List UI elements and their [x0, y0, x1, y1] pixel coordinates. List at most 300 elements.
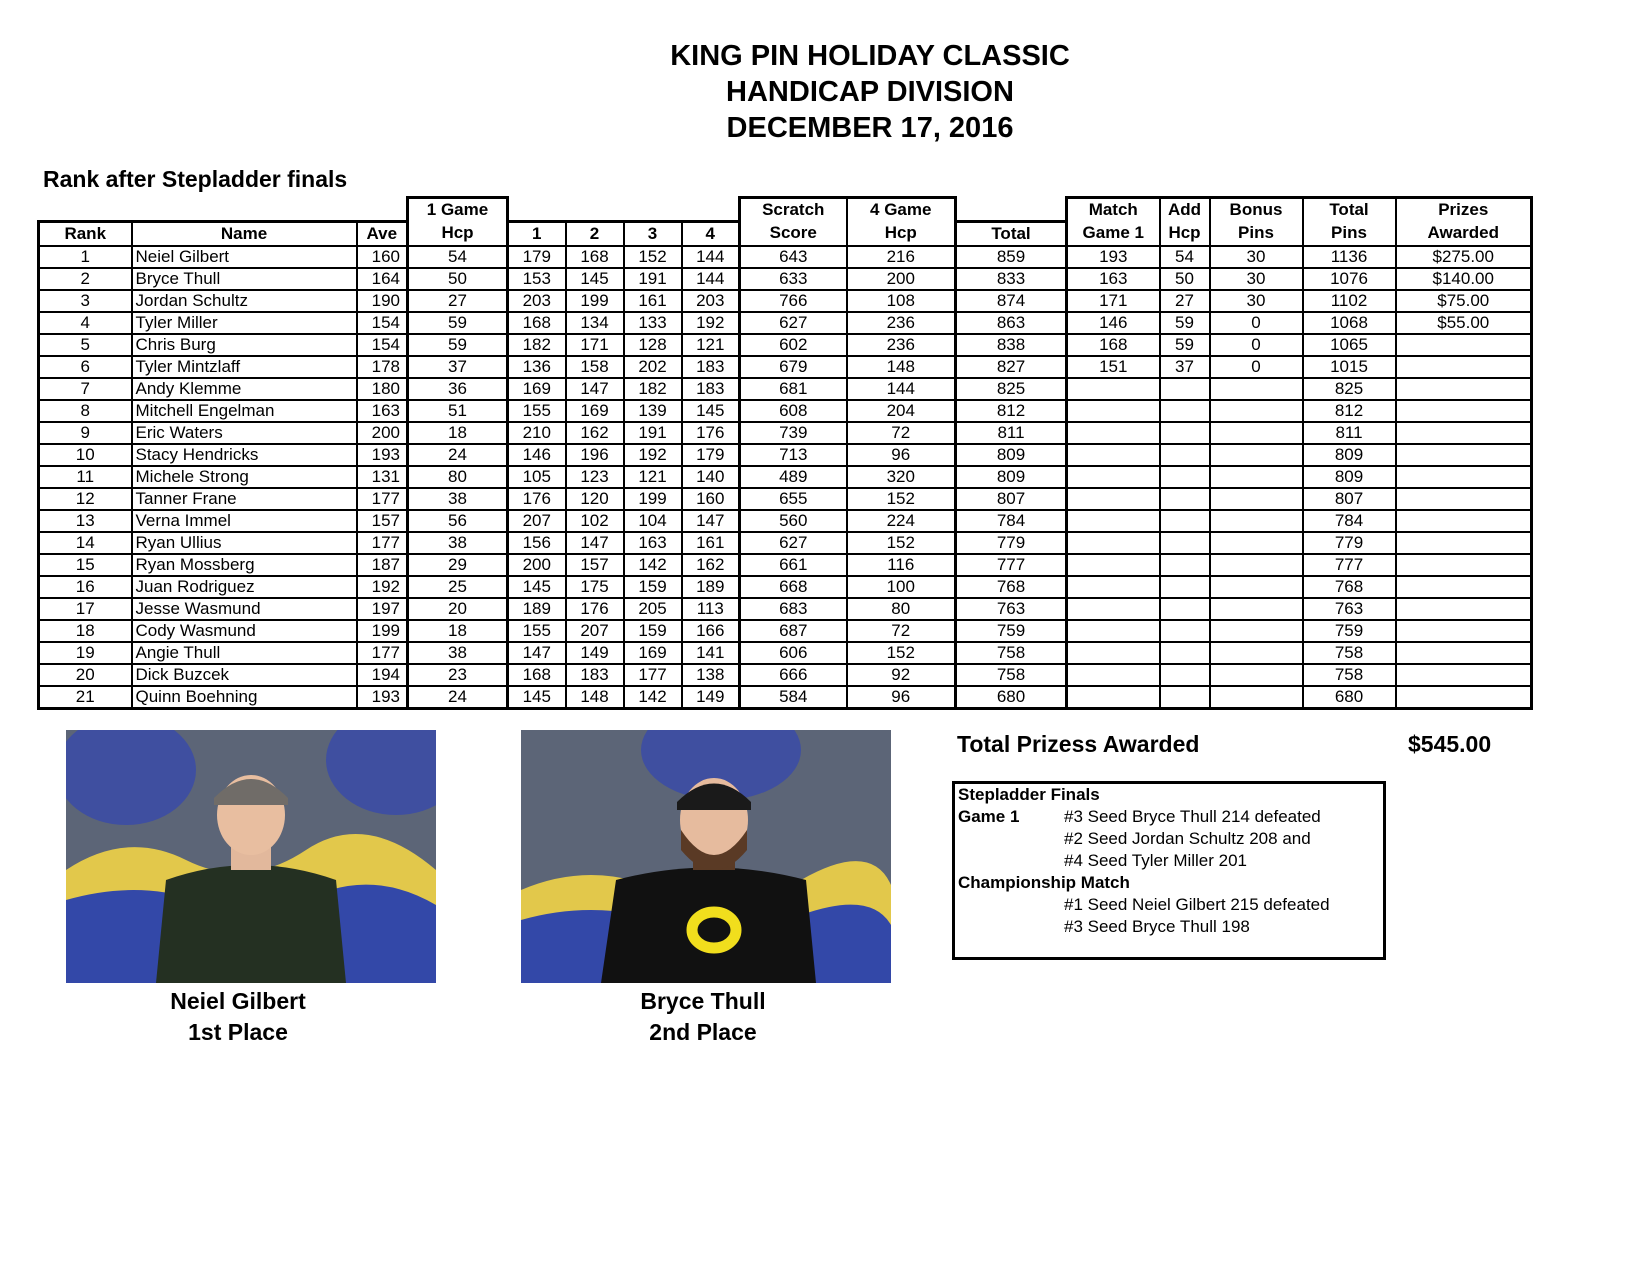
header-awarded: Awarded — [1396, 221, 1532, 246]
cell-bonus-pins — [1210, 378, 1303, 400]
cell-game-2: 102 — [566, 510, 624, 532]
cell-match-game-1 — [1067, 400, 1160, 422]
header-match: Match — [1067, 198, 1160, 222]
game1-line: #2 Seed Jordan Schultz 208 and — [1064, 829, 1311, 848]
cell-total: 680 — [956, 686, 1067, 709]
cell-hcp: 38 — [408, 642, 508, 664]
table-row — [39, 356, 1532, 378]
cell-scratch-score: 489 — [740, 466, 847, 488]
cell-match-game-1 — [1067, 378, 1160, 400]
cell-game-1: 207 — [508, 510, 566, 532]
cell-bonus-pins — [1210, 488, 1303, 510]
cell-bonus-pins — [1210, 686, 1303, 709]
cell-four-game-hcp: 216 — [847, 246, 956, 268]
cell-prize-awarded — [1396, 444, 1532, 466]
cell-total: 863 — [956, 312, 1067, 334]
cell-name: Angie Thull — [132, 642, 357, 664]
cell-ave: 164 — [357, 268, 408, 290]
cell-match-game-1 — [1067, 554, 1160, 576]
cell-total-pins: 779 — [1303, 532, 1396, 554]
cell-game-4: 121 — [682, 334, 740, 356]
cell-scratch-score: 608 — [740, 400, 847, 422]
cell-total: 768 — [956, 576, 1067, 598]
header-hcp: Hcp — [408, 221, 508, 246]
table-row — [39, 598, 1532, 620]
cell-ave: 193 — [357, 444, 408, 466]
cell-game-3: 192 — [624, 444, 682, 466]
stepladder-heading: Stepladder Finals — [958, 785, 1100, 804]
table-row — [39, 422, 1532, 444]
cell-hcp: 36 — [408, 378, 508, 400]
cell-game-3: 104 — [624, 510, 682, 532]
cell-total: 809 — [956, 444, 1067, 466]
cell-name: Tyler Mintzlaff — [132, 356, 357, 378]
winner-photo-1 — [66, 730, 436, 983]
cell-game-2: 145 — [566, 268, 624, 290]
cell-total: 758 — [956, 664, 1067, 686]
cell-total-pins: 1076 — [1303, 268, 1396, 290]
table-row — [39, 510, 1532, 532]
table-row — [39, 686, 1532, 709]
game1-line: #3 Seed Bryce Thull 214 defeated — [1064, 807, 1321, 826]
cell-game-4: 140 — [682, 466, 740, 488]
cell-add-hcp — [1160, 444, 1210, 466]
cell-total: 809 — [956, 466, 1067, 488]
cell-game-2: 176 — [566, 598, 624, 620]
header-row-bottom — [39, 221, 1532, 246]
cell-rank: 2 — [39, 268, 132, 290]
cell-name: Ryan Mossberg — [132, 554, 357, 576]
cell-match-game-1: 146 — [1067, 312, 1160, 334]
cell-add-hcp — [1160, 576, 1210, 598]
header-row-top — [39, 198, 1532, 222]
cell-add-hcp — [1160, 532, 1210, 554]
header-total-pins: Total — [1303, 198, 1396, 222]
cell-name: Jordan Schultz — [132, 290, 357, 312]
cell-total-pins: 811 — [1303, 422, 1396, 444]
cell-rank: 3 — [39, 290, 132, 312]
cell-game-2: 162 — [566, 422, 624, 444]
cell-game-4: 192 — [682, 312, 740, 334]
cell-total: 784 — [956, 510, 1067, 532]
cell-prize-awarded — [1396, 664, 1532, 686]
cell-total: 807 — [956, 488, 1067, 510]
cell-bonus-pins — [1210, 620, 1303, 642]
cell-total: 759 — [956, 620, 1067, 642]
cell-name: Eric Waters — [132, 422, 357, 444]
cell-total-pins: 825 — [1303, 378, 1396, 400]
cell-game-3: 142 — [624, 686, 682, 709]
total-prizes-label: Total Prizess Awarded — [957, 731, 1200, 757]
cell-ave: 163 — [357, 400, 408, 422]
header-rank: Rank — [39, 221, 132, 246]
cell-ave: 157 — [357, 510, 408, 532]
cell-match-game-1 — [1067, 488, 1160, 510]
cell-game-2: 175 — [566, 576, 624, 598]
cell-rank: 18 — [39, 620, 132, 642]
cell-game-4: 203 — [682, 290, 740, 312]
cell-ave: 131 — [357, 466, 408, 488]
cell-bonus-pins — [1210, 466, 1303, 488]
cell-match-game-1: 151 — [1067, 356, 1160, 378]
cell-name: Mitchell Engelman — [132, 400, 357, 422]
cell-scratch-score: 687 — [740, 620, 847, 642]
cell-add-hcp — [1160, 378, 1210, 400]
cell-prize-awarded: $55.00 — [1396, 312, 1532, 334]
cell-four-game-hcp: 320 — [847, 466, 956, 488]
championship-label: Championship Match — [958, 873, 1130, 892]
cell-total: 763 — [956, 598, 1067, 620]
cell-four-game-hcp: 80 — [847, 598, 956, 620]
table-row — [39, 620, 1532, 642]
cell-four-game-hcp: 100 — [847, 576, 956, 598]
cell-ave: 194 — [357, 664, 408, 686]
cell-ave: 192 — [357, 576, 408, 598]
cell-prize-awarded — [1396, 510, 1532, 532]
cell-game-4: 144 — [682, 246, 740, 268]
cell-game-1: 153 — [508, 268, 566, 290]
cell-game-2: 134 — [566, 312, 624, 334]
cell-bonus-pins — [1210, 400, 1303, 422]
cell-game-4: 141 — [682, 642, 740, 664]
cell-name: Tyler Miller — [132, 312, 357, 334]
cell-four-game-hcp: 200 — [847, 268, 956, 290]
cell-prize-awarded — [1396, 400, 1532, 422]
cell-game-4: 166 — [682, 620, 740, 642]
cell-total-pins: 807 — [1303, 488, 1396, 510]
cell-match-game-1: 171 — [1067, 290, 1160, 312]
cell-scratch-score: 627 — [740, 532, 847, 554]
game1-line: #4 Seed Tyler Miller 201 — [1064, 851, 1248, 870]
cell-rank: 11 — [39, 466, 132, 488]
cell-rank: 4 — [39, 312, 132, 334]
cell-game-2: 123 — [566, 466, 624, 488]
cell-game-2: 168 — [566, 246, 624, 268]
header-prizes: Prizes — [1396, 198, 1532, 222]
cell-game-4: 183 — [682, 378, 740, 400]
cell-ave: 160 — [357, 246, 408, 268]
cell-bonus-pins: 0 — [1210, 334, 1303, 356]
cell-prize-awarded — [1396, 598, 1532, 620]
cell-ave: 180 — [357, 378, 408, 400]
cell-bonus-pins — [1210, 422, 1303, 444]
cell-bonus-pins — [1210, 532, 1303, 554]
cell-bonus-pins — [1210, 598, 1303, 620]
cell-hcp: 29 — [408, 554, 508, 576]
cell-game-4: 138 — [682, 664, 740, 686]
header-ave: Ave — [357, 221, 408, 246]
cell-game-1: 145 — [508, 686, 566, 709]
cell-bonus-pins: 0 — [1210, 356, 1303, 378]
cell-add-hcp — [1160, 642, 1210, 664]
cell-prize-awarded — [1396, 532, 1532, 554]
cell-ave: 193 — [357, 686, 408, 709]
cell-hcp: 18 — [408, 620, 508, 642]
cell-ave: 199 — [357, 620, 408, 642]
header-game-4: 4 — [682, 221, 740, 246]
cell-game-2: 169 — [566, 400, 624, 422]
cell-game-1: 147 — [508, 642, 566, 664]
cell-total-pins: 758 — [1303, 664, 1396, 686]
cell-name: Cody Wasmund — [132, 620, 357, 642]
cell-game-1: 145 — [508, 576, 566, 598]
cell-ave: 190 — [357, 290, 408, 312]
cell-add-hcp — [1160, 488, 1210, 510]
cell-scratch-score: 668 — [740, 576, 847, 598]
cell-ave: 187 — [357, 554, 408, 576]
table-row — [39, 400, 1532, 422]
cell-game-3: 161 — [624, 290, 682, 312]
cell-total-pins: 758 — [1303, 642, 1396, 664]
cell-bonus-pins — [1210, 444, 1303, 466]
cell-add-hcp — [1160, 620, 1210, 642]
cell-bonus-pins — [1210, 510, 1303, 532]
cell-bonus-pins — [1210, 664, 1303, 686]
cell-match-game-1 — [1067, 422, 1160, 444]
cell-match-game-1 — [1067, 620, 1160, 642]
cell-total: 811 — [956, 422, 1067, 444]
cell-scratch-score: 606 — [740, 642, 847, 664]
cell-match-game-1 — [1067, 642, 1160, 664]
header-bonus-pins: Pins — [1210, 221, 1303, 246]
table-row — [39, 334, 1532, 356]
table-row — [39, 642, 1532, 664]
cell-name: Neiel Gilbert — [132, 246, 357, 268]
cell-add-hcp — [1160, 400, 1210, 422]
cell-name: Chris Burg — [132, 334, 357, 356]
cell-match-game-1 — [1067, 686, 1160, 709]
table-row — [39, 290, 1532, 312]
cell-total-pins: 809 — [1303, 466, 1396, 488]
cell-scratch-score: 602 — [740, 334, 847, 356]
header-game-1: 1 — [508, 221, 566, 246]
cell-hcp: 38 — [408, 532, 508, 554]
cell-prize-awarded — [1396, 334, 1532, 356]
cell-game-3: 177 — [624, 664, 682, 686]
cell-game-2: 199 — [566, 290, 624, 312]
cell-game-3: 152 — [624, 246, 682, 268]
cell-add-hcp — [1160, 466, 1210, 488]
cell-add-hcp: 27 — [1160, 290, 1210, 312]
cell-game-4: 149 — [682, 686, 740, 709]
header-total-pins-2: Pins — [1303, 221, 1396, 246]
cell-rank: 10 — [39, 444, 132, 466]
cell-ave: 197 — [357, 598, 408, 620]
cell-hcp: 18 — [408, 422, 508, 444]
cell-game-3: 133 — [624, 312, 682, 334]
cell-game-1: 155 — [508, 400, 566, 422]
cell-add-hcp — [1160, 686, 1210, 709]
cell-add-hcp: 54 — [1160, 246, 1210, 268]
header-4game-hcp: Hcp — [847, 221, 956, 246]
cell-add-hcp: 50 — [1160, 268, 1210, 290]
cell-name: Verna Immel — [132, 510, 357, 532]
cell-four-game-hcp: 108 — [847, 290, 956, 312]
cell-total-pins: 777 — [1303, 554, 1396, 576]
cell-game-1: 189 — [508, 598, 566, 620]
title-line-1: KING PIN HOLIDAY CLASSIC — [670, 40, 1070, 72]
cell-total-pins: 1065 — [1303, 334, 1396, 356]
cell-match-game-1 — [1067, 664, 1160, 686]
cell-hcp: 54 — [408, 246, 508, 268]
winner-name-1: Neiel Gilbert — [170, 988, 306, 1014]
cell-rank: 17 — [39, 598, 132, 620]
header-total: Total — [956, 221, 1067, 246]
cell-add-hcp: 37 — [1160, 356, 1210, 378]
cell-name: Michele Strong — [132, 466, 357, 488]
cell-game-1: 168 — [508, 664, 566, 686]
cell-game-4: 160 — [682, 488, 740, 510]
cell-scratch-score: 560 — [740, 510, 847, 532]
header-score: Score — [740, 221, 847, 246]
cell-game-4: 189 — [682, 576, 740, 598]
winner-caption-2 — [518, 986, 888, 1048]
cell-game-4: 176 — [682, 422, 740, 444]
cell-game-1: 182 — [508, 334, 566, 356]
cell-game-3: 205 — [624, 598, 682, 620]
cell-game-2: 183 — [566, 664, 624, 686]
cell-scratch-score: 739 — [740, 422, 847, 444]
cell-game-3: 169 — [624, 642, 682, 664]
cell-name: Quinn Boehning — [132, 686, 357, 709]
cell-rank: 21 — [39, 686, 132, 709]
cell-total-pins: 1015 — [1303, 356, 1396, 378]
cell-rank: 15 — [39, 554, 132, 576]
cell-game-4: 161 — [682, 532, 740, 554]
cell-game-3: 163 — [624, 532, 682, 554]
cell-prize-awarded — [1396, 378, 1532, 400]
table-row — [39, 466, 1532, 488]
cell-ave: 177 — [357, 488, 408, 510]
cell-rank: 7 — [39, 378, 132, 400]
cell-total: 827 — [956, 356, 1067, 378]
cell-four-game-hcp: 72 — [847, 620, 956, 642]
total-prizes-value: $545.00 — [1408, 731, 1492, 757]
cell-ave: 154 — [357, 312, 408, 334]
cell-four-game-hcp: 224 — [847, 510, 956, 532]
cell-match-game-1 — [1067, 510, 1160, 532]
cell-scratch-score: 633 — [740, 268, 847, 290]
cell-game-2: 148 — [566, 686, 624, 709]
cell-four-game-hcp: 148 — [847, 356, 956, 378]
cell-total: 874 — [956, 290, 1067, 312]
cell-game-1: 200 — [508, 554, 566, 576]
cell-hcp: 80 — [408, 466, 508, 488]
cell-match-game-1: 168 — [1067, 334, 1160, 356]
header-game1: Game 1 — [1067, 221, 1160, 246]
cell-name: Bryce Thull — [132, 268, 357, 290]
cell-total-pins: 768 — [1303, 576, 1396, 598]
cell-prize-awarded — [1396, 686, 1532, 709]
championship-line: #3 Seed Bryce Thull 198 — [1064, 917, 1250, 936]
cell-game-3: 182 — [624, 378, 682, 400]
winner-caption-1 — [53, 986, 423, 1048]
cell-match-game-1: 163 — [1067, 268, 1160, 290]
cell-match-game-1 — [1067, 444, 1160, 466]
cell-hcp: 24 — [408, 686, 508, 709]
cell-game-4: 179 — [682, 444, 740, 466]
cell-scratch-score: 643 — [740, 246, 847, 268]
cell-game-2: 196 — [566, 444, 624, 466]
cell-game-3: 199 — [624, 488, 682, 510]
cell-ave: 177 — [357, 642, 408, 664]
cell-hcp: 24 — [408, 444, 508, 466]
page-title — [0, 38, 1650, 146]
table-row — [39, 532, 1532, 554]
cell-match-game-1 — [1067, 576, 1160, 598]
cell-game-1: 146 — [508, 444, 566, 466]
cell-game-3: 191 — [624, 422, 682, 444]
table-row — [39, 576, 1532, 598]
table-subtitle: Rank after Stepladder finals — [43, 166, 348, 192]
cell-four-game-hcp: 144 — [847, 378, 956, 400]
cell-total: 825 — [956, 378, 1067, 400]
cell-rank: 1 — [39, 246, 132, 268]
cell-total-pins: 1102 — [1303, 290, 1396, 312]
cell-total-pins: 784 — [1303, 510, 1396, 532]
cell-hcp: 51 — [408, 400, 508, 422]
cell-game-3: 142 — [624, 554, 682, 576]
cell-rank: 13 — [39, 510, 132, 532]
header-add-hcp: Hcp — [1160, 221, 1210, 246]
cell-game-4: 183 — [682, 356, 740, 378]
cell-prize-awarded — [1396, 620, 1532, 642]
cell-match-game-1 — [1067, 532, 1160, 554]
cell-game-2: 171 — [566, 334, 624, 356]
cell-name: Andy Klemme — [132, 378, 357, 400]
cell-game-1: 156 — [508, 532, 566, 554]
header-one-game: 1 Game — [408, 198, 508, 222]
cell-game-2: 207 — [566, 620, 624, 642]
cell-add-hcp — [1160, 510, 1210, 532]
cell-name: Jesse Wasmund — [132, 598, 357, 620]
cell-prize-awarded — [1396, 466, 1532, 488]
cell-scratch-score: 655 — [740, 488, 847, 510]
cell-total: 758 — [956, 642, 1067, 664]
cell-total: 812 — [956, 400, 1067, 422]
cell-scratch-score: 713 — [740, 444, 847, 466]
header-add: Add — [1160, 198, 1210, 222]
cell-match-game-1 — [1067, 466, 1160, 488]
cell-four-game-hcp: 92 — [847, 664, 956, 686]
cell-match-game-1: 193 — [1067, 246, 1160, 268]
cell-rank: 9 — [39, 422, 132, 444]
cell-hcp: 20 — [408, 598, 508, 620]
winner-place-1: 1st Place — [188, 1019, 288, 1045]
cell-hcp: 38 — [408, 488, 508, 510]
cell-four-game-hcp: 152 — [847, 532, 956, 554]
cell-prize-awarded — [1396, 422, 1532, 444]
cell-hcp: 59 — [408, 312, 508, 334]
cell-game-3: 191 — [624, 268, 682, 290]
cell-four-game-hcp: 236 — [847, 334, 956, 356]
cell-rank: 12 — [39, 488, 132, 510]
cell-four-game-hcp: 236 — [847, 312, 956, 334]
cell-total-pins: 763 — [1303, 598, 1396, 620]
cell-game-1: 168 — [508, 312, 566, 334]
cell-add-hcp — [1160, 664, 1210, 686]
cell-hcp: 25 — [408, 576, 508, 598]
championship-line: #1 Seed Neiel Gilbert 215 defeated — [1064, 895, 1330, 914]
cell-total-pins: 759 — [1303, 620, 1396, 642]
cell-game-2: 120 — [566, 488, 624, 510]
cell-game-3: 121 — [624, 466, 682, 488]
cell-game-1: 203 — [508, 290, 566, 312]
cell-prize-awarded — [1396, 488, 1532, 510]
cell-four-game-hcp: 72 — [847, 422, 956, 444]
table-row — [39, 444, 1532, 466]
cell-game-1: 179 — [508, 246, 566, 268]
